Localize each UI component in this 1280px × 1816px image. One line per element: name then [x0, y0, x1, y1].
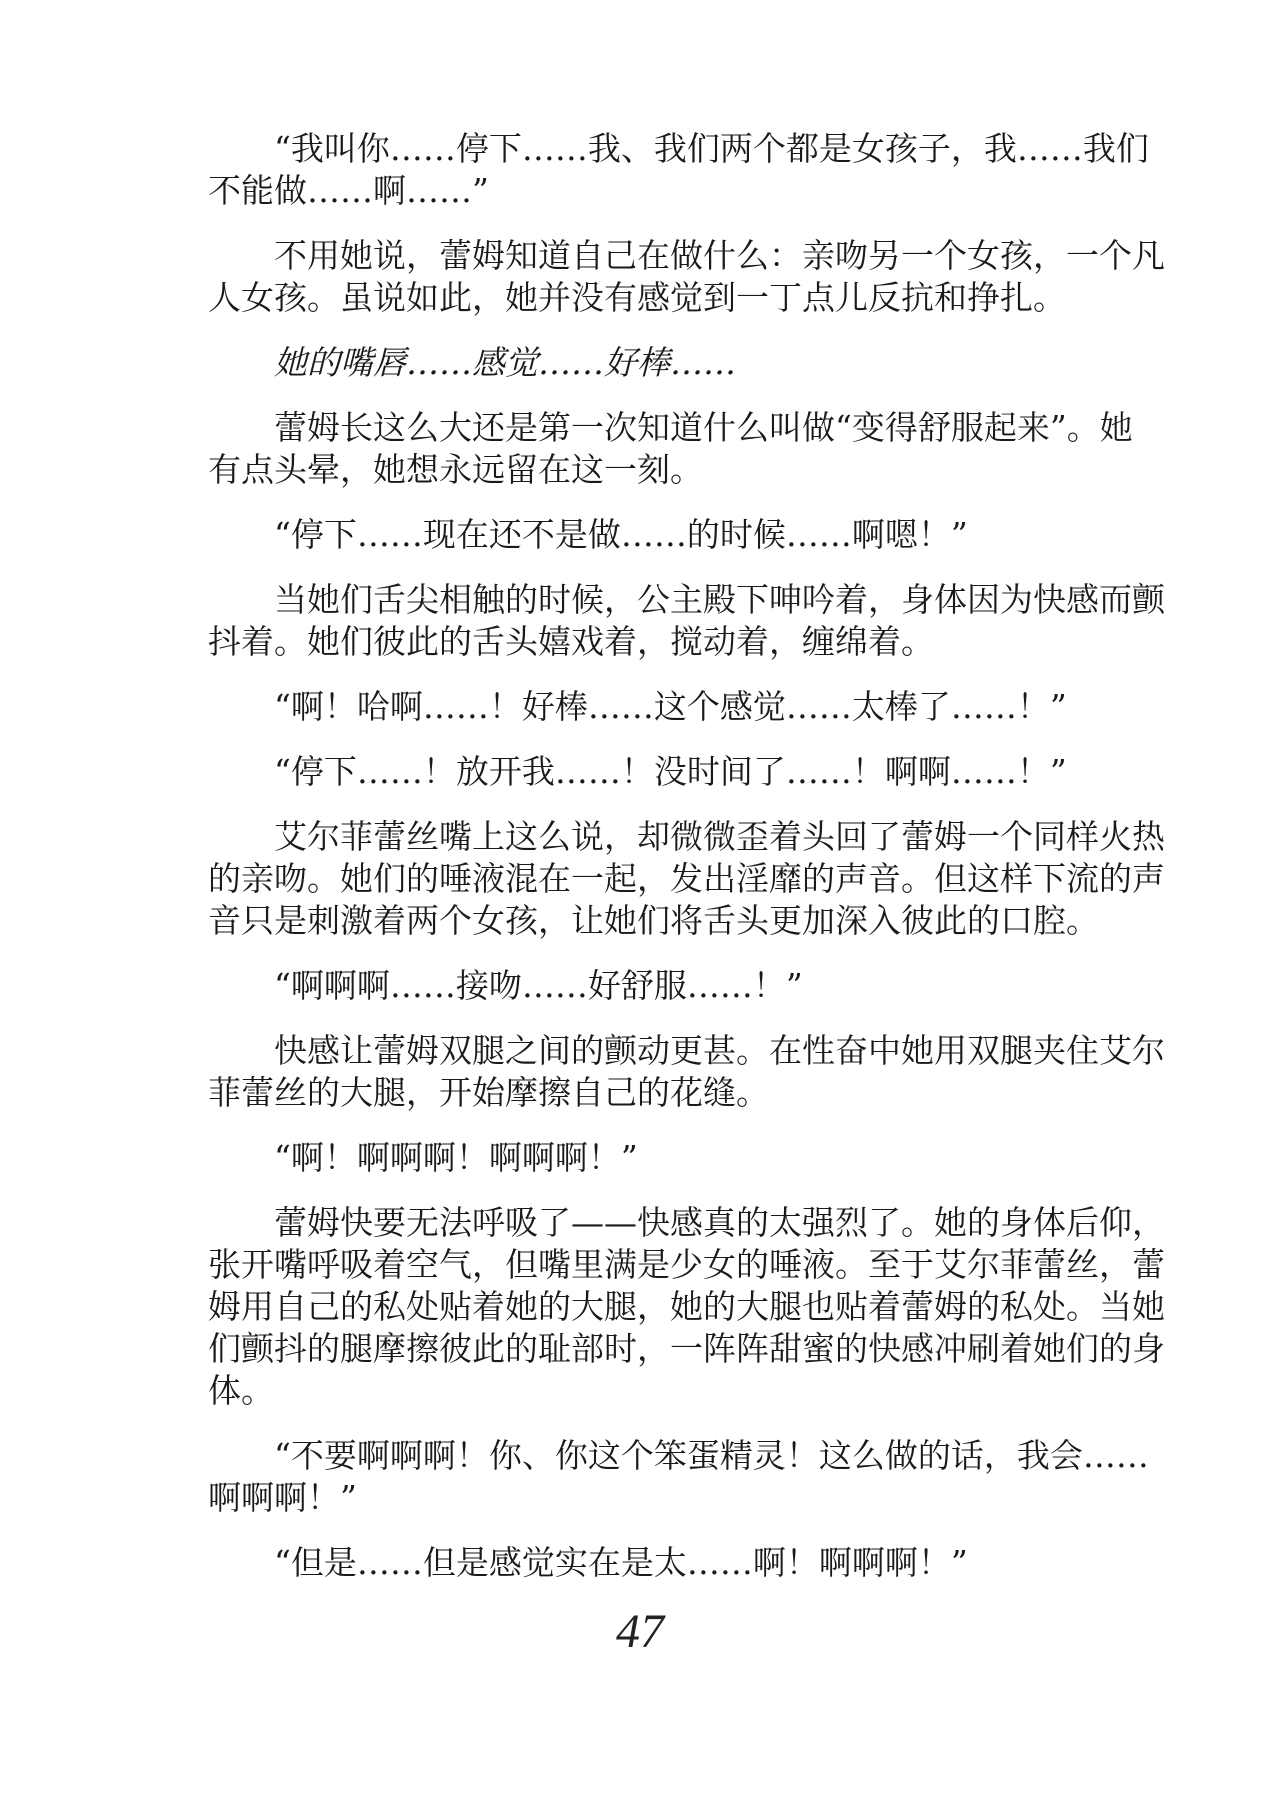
text-line: 人女孩。虽说如此，她并没有感觉到一丁点儿反抗和挣扎。: [208, 278, 1066, 317]
text-line: 菲蕾丝的大腿，开始摩擦自己的花缝。: [208, 1073, 769, 1112]
text-line: 不能做……啊……”: [208, 171, 489, 210]
text-line: 抖着。她们彼此的舌头嬉戏着，搅动着，缠绵着。: [208, 622, 934, 661]
paragraph: [208, 965, 1130, 1007]
text-line: “啊啊啊……接吻……好舒服……！”: [274, 966, 803, 1005]
text-line: “啊！哈啊……！好棒……这个感觉……太棒了……！”: [274, 687, 1067, 726]
text-line: 们颤抖的腿摩擦彼此的耻部时，一阵阵甜蜜的快感冲刷着她们的身: [208, 1329, 1165, 1368]
text-line: “不要啊啊啊！你、你这个笨蛋精灵！这么做的话，我会……: [274, 1436, 1149, 1475]
text-line: 有点头晕，她想永远留在这一刻。: [208, 450, 703, 489]
paragraph: [208, 1137, 1130, 1179]
paragraph: [208, 1542, 1130, 1584]
text-line: “停下……！放开我……！没时间了……！啊啊……！”: [274, 752, 1067, 791]
text-line: 蕾姆长这么大还是第一次知道什么叫做“变得舒服起来”。她: [274, 408, 1133, 447]
page-number: 47: [616, 1605, 664, 1658]
text-line: 张开嘴呼吸着空气，但嘴里满是少女的唾液。至于艾尔菲蕾丝，蕾: [208, 1245, 1165, 1284]
text-line: “停下……现在还不是做……的时候……啊嗯！”: [274, 515, 968, 554]
paragraph: [208, 1030, 1165, 1114]
text-line: 艾尔菲蕾丝嘴上这么说，却微微歪着头回了蕾姆一个同样火热: [274, 817, 1165, 856]
text-line: 不用她说，蕾姆知道自己在做什么：亲吻另一个女孩，一个凡: [274, 236, 1165, 275]
text-line: 的亲吻。她们的唾液混在一起，发出淫靡的声音。但这样下流的声: [208, 859, 1165, 898]
paragraph: [208, 1202, 1165, 1412]
text-line: 姆用自己的私处贴着她的大腿，她的大腿也贴着蕾姆的私处。当她: [208, 1287, 1165, 1326]
text-line: “我叫你……停下……我、我们两个都是女孩子，我……我们: [274, 129, 1149, 168]
paragraph: [208, 1435, 1149, 1519]
paragraph: [208, 514, 1130, 556]
text-line: 体。: [208, 1371, 274, 1410]
text-line: 音只是刺激着两个女孩，让她们将舌头更加深入彼此的口腔。: [208, 901, 1099, 940]
italic-thought-paragraph: [208, 342, 1130, 384]
paragraph: [208, 235, 1165, 319]
paragraph: [208, 128, 1149, 212]
paragraph: [208, 751, 1130, 793]
paragraph: [208, 579, 1165, 663]
paragraph: [208, 816, 1165, 942]
text-line: 快感让蕾姆双腿之间的颤动更甚。在性奋中她用双腿夹住艾尔: [274, 1031, 1165, 1070]
text-line: “但是……但是感觉实在是太……啊！啊啊啊！”: [274, 1543, 968, 1582]
text-line: 蕾姆快要无法呼吸了——快感真的太强烈了。她的身体后仰，: [274, 1203, 1165, 1242]
text-line: 啊啊啊！”: [208, 1478, 357, 1517]
paragraph: [208, 686, 1130, 728]
page-body: [208, 128, 1165, 1584]
text-line: “啊！啊啊啊！啊啊啊！”: [274, 1138, 638, 1177]
paragraph: [208, 407, 1133, 491]
text-line: 她的嘴唇……感觉……好棒……: [274, 343, 736, 382]
text-line: 当她们舌尖相触的时候，公主殿下呻吟着，身体因为快感而颤: [274, 580, 1165, 619]
